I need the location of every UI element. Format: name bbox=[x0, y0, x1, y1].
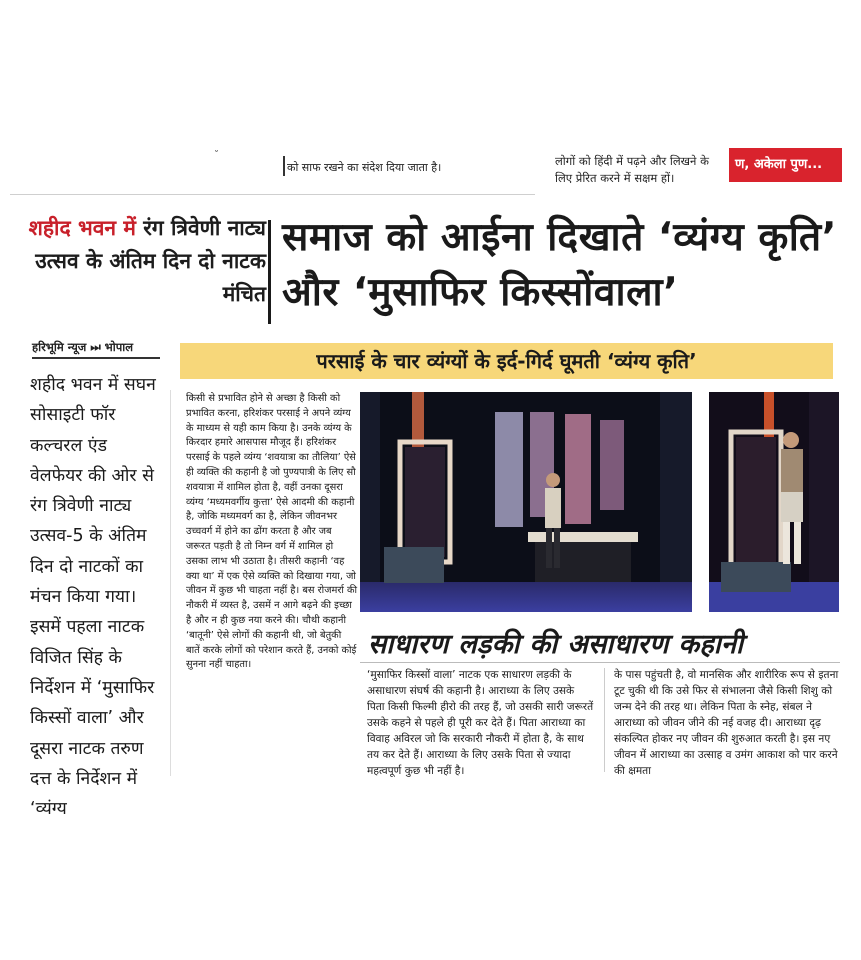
side-headline-rest: रंग त्रिवेणी नाट्य उत्सव के अंतिम दिन दो नाटक मंचित bbox=[35, 216, 266, 306]
section-banner: परसाई के चार व्यंग्यों के इर्द-गिर्द घूमती ‘व्यंग्य कृति’ bbox=[180, 343, 833, 379]
story-column-a: ‘मुसाफिर किस्सों वाला’ नाटक एक साधारण लड़की के असाधारण संघर्ष की कहानी है। आराध्या के लिए उसके पिता किसी फिल्मी हीरो की तरह हैं, जो उसकी सारी जरूरतें उसके कहने से पहले ही पूरी कर देते हैं। पिता आराध्या का विवाह अविरल जो कि सरकारी नौकरी में होता है, के साथ तय कर देते हैं। आराध्या के लिए उसके पिता से ज्यादा महत्वपूर्ण कुछ भी नहीं है। bbox=[367, 669, 594, 777]
strip-bottom-rule bbox=[10, 194, 535, 195]
column-rule-bottom bbox=[604, 668, 605, 772]
stage-photo-2 bbox=[709, 392, 839, 612]
lead-paragraph: शहीद भवन में सघन सोसाइटी फॉर कल्चरल एंड वेलफेयर की ओर से रंग त्रिवेणी नाट्य उत्सव-5 के अंतिम दिन दो नाटकों का मंचन किया गया। इसमें पहला नाटक विजित सिंह के निर्देशन में ‘मुसाफिर किस्सों वाला’ और दूसरा नाटक तरुण दत्त के निर्देशन में ‘व्यंग्य bbox=[30, 375, 156, 820]
subheading-rule bbox=[360, 662, 840, 663]
main-headline: समाज को आईना दिखाते ‘व्यंग्य कृति’ और ‘मुसाफिर किस्सोंवाला’ bbox=[282, 215, 837, 315]
column-rule bbox=[170, 390, 171, 776]
stage-photo-1-image bbox=[360, 392, 692, 612]
column-divider bbox=[283, 156, 285, 176]
red-tag-box: ण, अकेला पुण... bbox=[729, 148, 842, 182]
tick-mark: ˘ bbox=[214, 150, 219, 161]
subheading: साधारण लड़की की असाधारण कहानी bbox=[368, 629, 744, 660]
side-headline bbox=[18, 212, 266, 311]
top-snippet-left: को साफ रखने का संदेश दिया जाता है। bbox=[287, 161, 442, 174]
stage-photo-2-image bbox=[709, 392, 839, 612]
stage-photo-1 bbox=[360, 392, 692, 612]
side-headline-red: शहीद भवन में bbox=[28, 216, 136, 240]
top-snippet-middle: लोगों को हिंदी में पढ़ने और लिखने के लिए प्रेरित करने में सक्षम हों। bbox=[555, 154, 709, 185]
story-column-b: के पास पहुंचती है, वो मानसिक और शारीरिक रूप से इतना टूट चुकी थी कि उसे फिर से संभालना जैसे किसी शिशु को जन्म देने की तरह था। लेकिन पिता के स्नेह, संबल ने आराध्या को जीवन जीने की नई वजह दी। आराध्या दृढ़ संकल्पित होकर नए जीवन की शुरुआत करती है। इस नए जीवन में आराध्या का उत्साह व उमंग आकाश को पार करने की क्षमता bbox=[614, 669, 839, 777]
headline-divider bbox=[268, 220, 271, 324]
byline: हरिभूमि न्यूज ⏭ भोपाल bbox=[32, 340, 134, 354]
byline-rule bbox=[32, 357, 160, 359]
middle-column-text: किसी से प्रभावित होने से अच्छा है किसी को प्रभावित करना, हरिशंकर परसाई ने अपने व्यंग्य के माध्यम से यही काम किया है। उनके व्यंग्य के किरदार हमारे आसपास मौजूद हैं। हरिशंकर परसाई के पहले व्यंग्य ‘शवयात्रा का तौलिया’ ऐसे ही व्यक्ति की कहानी है जो पुण्यपात्री के लिए सौ शवयात्रा में शामिल होता है, वहीं उनका दूसरा व्यंग्य ‘मध्यमवर्गीय कुत्ता’ ऐसे आदमी की कहानी है, जोकि मध्यमवर्ग का है, लेकिन जीवनभर उच्चवर्ग में होने का ढोंग करता है और जब जरूरत पड़ती है तो निम्न वर्ग में शामिल हो उसका लाभ भी उठाता है। तीसरी कहानी ‘वह क्या था’ में एक ऐसे व्यक्ति को दिखाया गया, जो जीवन में कुछ भी चाहता नहीं है। बस रोजमर्रा की नौकरी में व्यस्त है, उसमें न आगे बढ़ने की इच्छा है और न ही कुछ नया करने की। चौथी कहानी ‘बातूनी’ ऐसे लोगों की कहानी थी, जो बेतुकी बातें करके लोगों को परेशान करते हैं, उनको कोई सुनना नहीं चाहता। bbox=[186, 393, 358, 671]
